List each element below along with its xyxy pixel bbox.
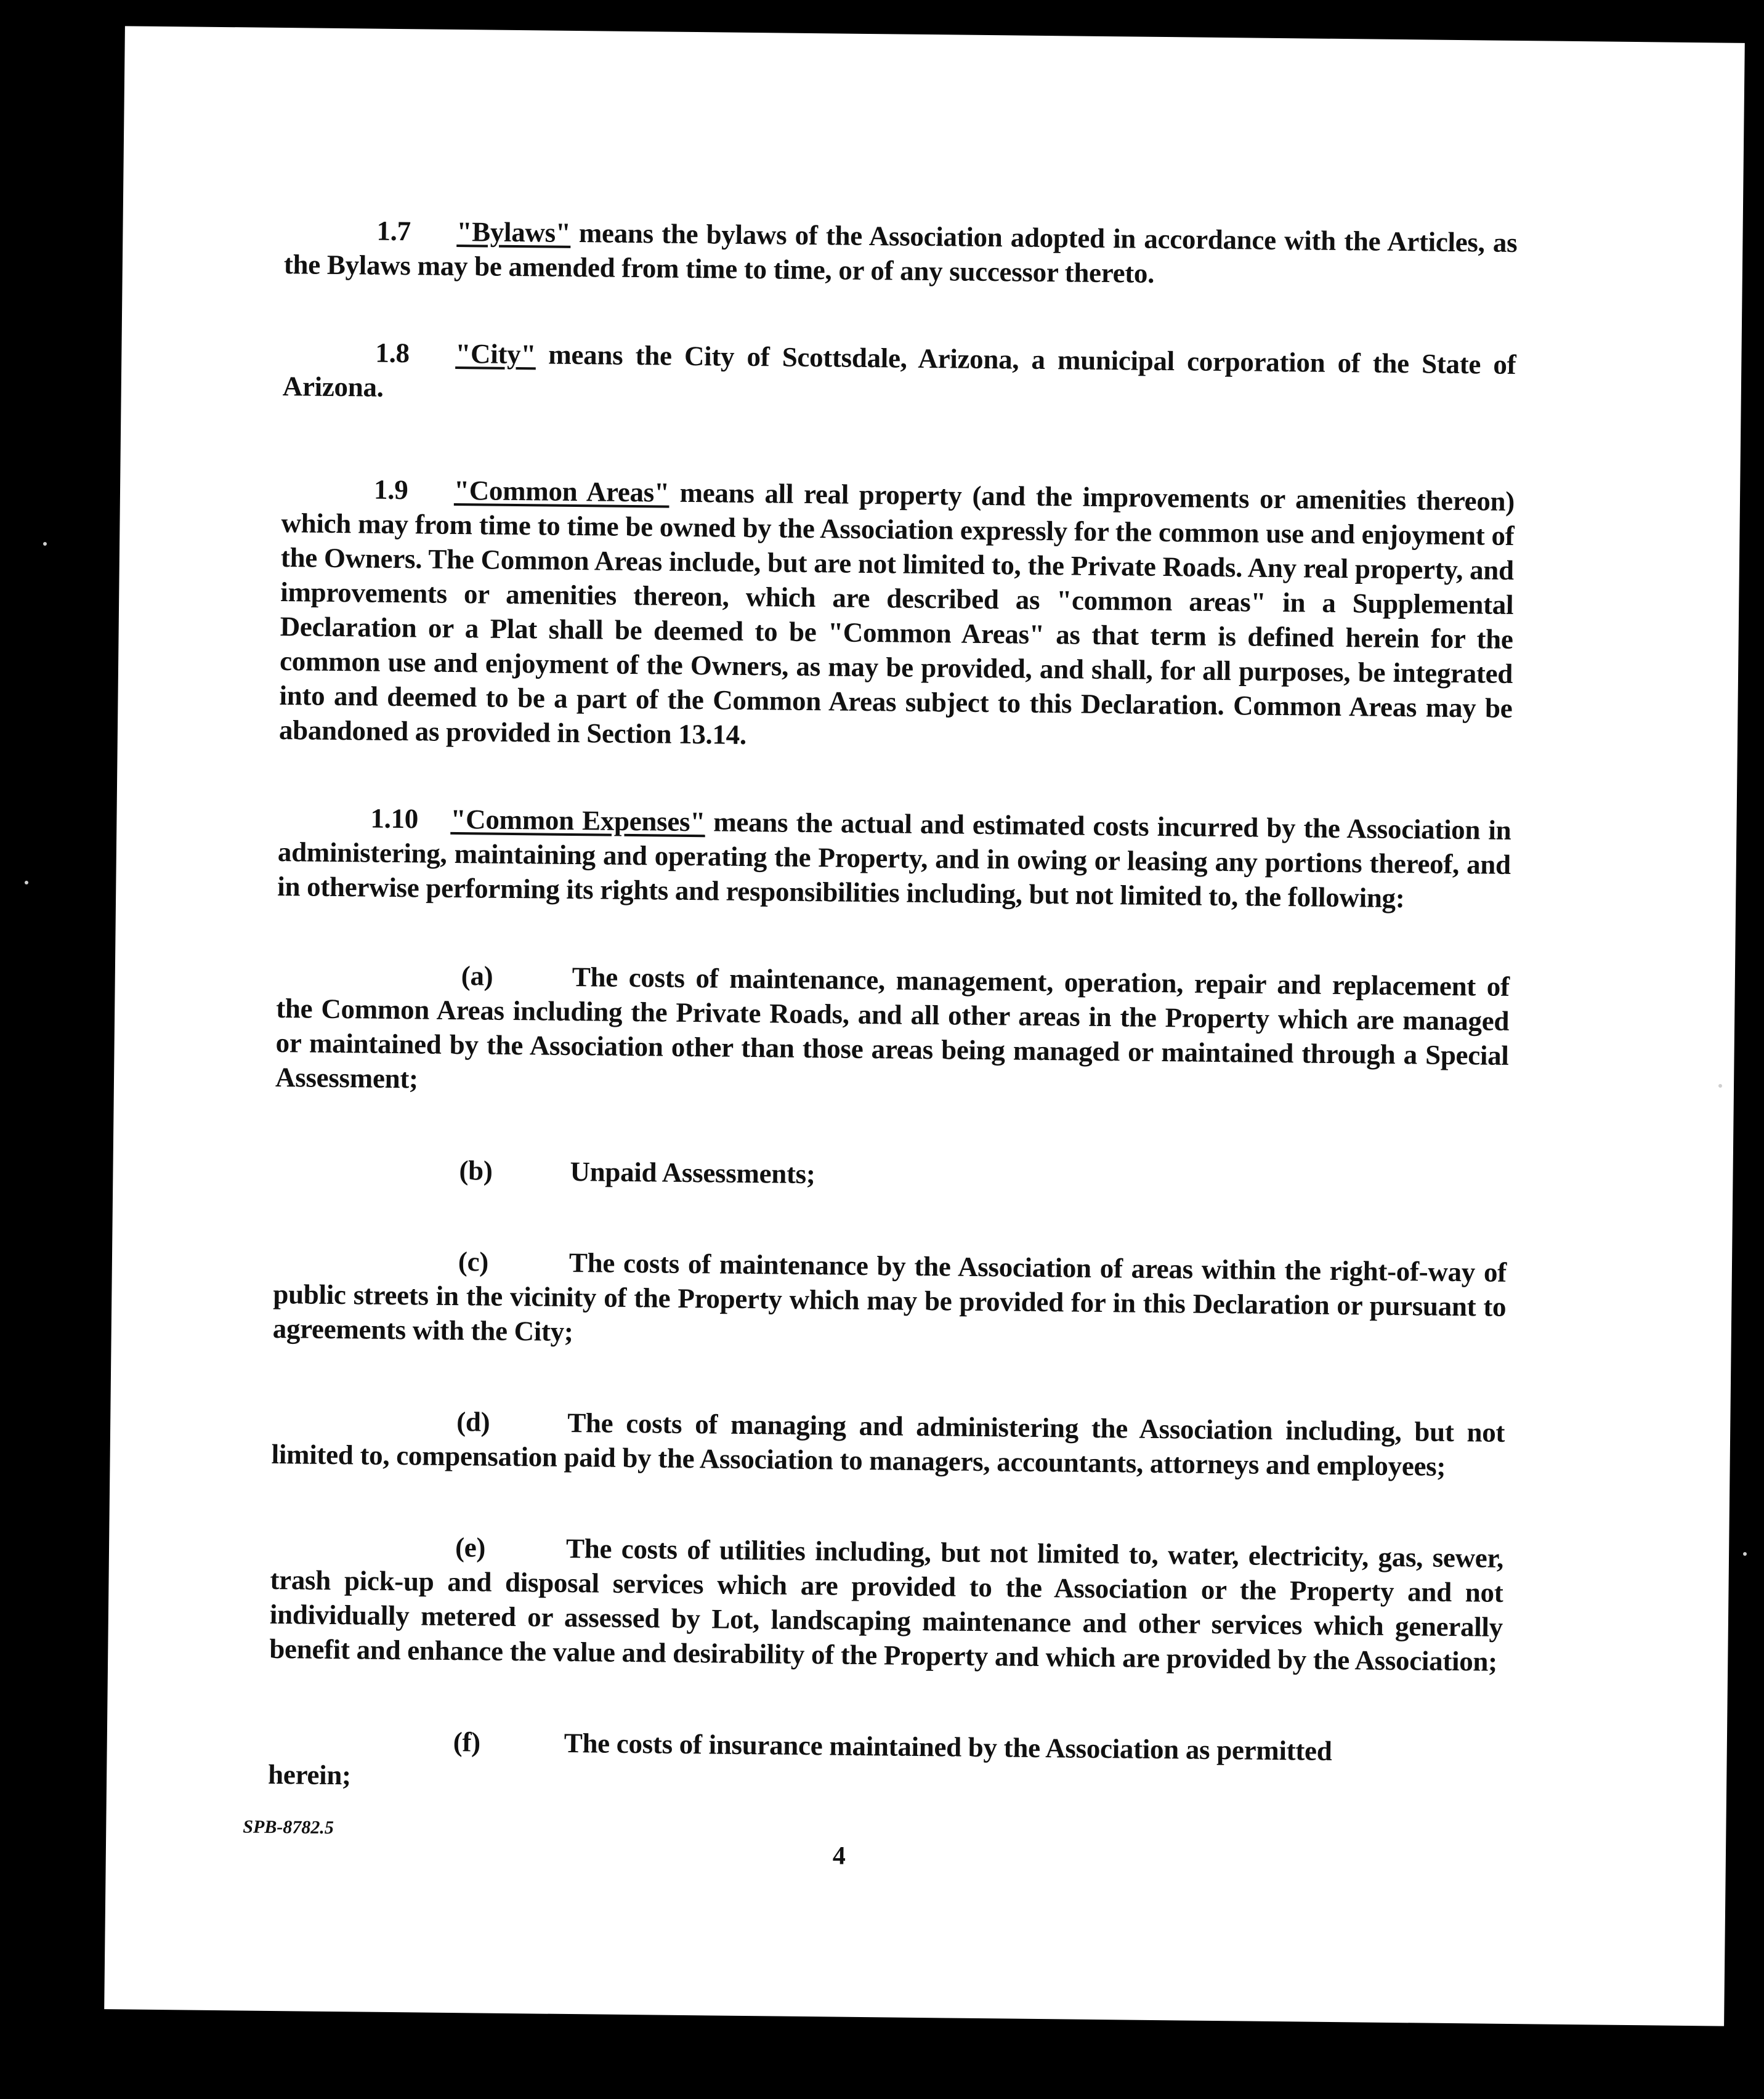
item-b [274, 1151, 1507, 1199]
item-text: Unpaid Assessments; [570, 1155, 815, 1190]
document-body [268, 212, 1518, 1805]
defined-term: "Common Expenses" [450, 803, 706, 838]
item-continuation: herein; [267, 1758, 352, 1791]
footer-document-code: SPB-8782.5 [243, 1816, 334, 1838]
scan-speck [1718, 1084, 1722, 1088]
section-number: 1.7 [376, 215, 411, 247]
item-text: The costs of maintenance, management, operation, repair and replacement of the Common Areas including the Private Roads, and all other areas in the Property which are managed or maintained by the Association other than those areas being managed or maintained through a Special Assessment; [275, 961, 1510, 1094]
item-f [268, 1723, 1502, 1805]
scan-speck [1743, 1552, 1747, 1556]
item-label: (d) [456, 1406, 490, 1438]
defined-term: "Bylaws" [456, 216, 571, 248]
item-text: The costs of managing and administering the Association including, but not limited to, compensation paid by the Association to managers, accountants, attorneys and employees; [271, 1407, 1505, 1482]
section-number: 1.9 [373, 474, 408, 506]
section-text: means the actual and estimated costs incurred by the Association in administering, maintaining and operating the Property, and in owing or leasing any portions thereof, and in otherwise performing its rights and responsibilities including, but not limited to, the following: [277, 806, 1511, 914]
item-text: The costs of insurance maintained by the Association as permitted [564, 1727, 1332, 1766]
item-label: (e) [455, 1532, 486, 1563]
item-label: (a) [461, 960, 493, 992]
item-c [273, 1242, 1507, 1359]
item-d [271, 1402, 1505, 1484]
item-text: The costs of maintenance by the Association of areas within the right-of-way of public streets in the vicinity of the Property which may be provided for in this Declaration or pursuant to agreements with the City; [272, 1247, 1507, 1348]
scan-speck [25, 881, 28, 884]
section-number: 1.10 [370, 803, 419, 835]
item-e [269, 1528, 1503, 1679]
section-1-8 [283, 334, 1516, 416]
section-text: means the City of Scottsdale, Arizona, a municipal corporation of the State of Arizona. [282, 339, 1516, 403]
defined-term: "Common Areas" [453, 474, 670, 508]
item-label: (f) [453, 1726, 481, 1758]
page-number: 4 [832, 1842, 846, 1870]
section-text: means all real property (and the improvements or amenities thereon) which may from time to time be owned by the Association expressly for the common use and enjoyment of the Owners. The Common Areas include, but are not limited to, the Private Roads. Any real property, and improvements or amenities thereon, which are described as "common areas" in a Supplemental Declaration or a Plat shall be deemed to be "Common Areas" as that term is defined herein for the common use and enjoyment of the Owners, as may be provided, and shall, for all purposes, be integrated into and deemed to be a part of the Common Areas subject to this Declaration. Common Areas may be abandoned as provided in Section 13.14. [278, 477, 1515, 750]
item-a [275, 956, 1510, 1107]
item-label: (b) [459, 1155, 493, 1186]
section-number: 1.8 [375, 337, 410, 369]
section-text: means the bylaws of the Association adopted in accordance with the Articles, as the Bylaws may be amended from time to time, or of any successor thereto. [283, 217, 1518, 289]
item-text: The costs of utilities including, but not limited to, water, electricity, gas, sewer, trash pick-up and disposal services which are provided to the Association or the Property and not individually metered or assessed by Lot, landscaping maintenance and other services which generally benefit and enhance the value and desirability of the Property and which are provided by the Association; [269, 1532, 1504, 1677]
scan-speck [43, 542, 47, 546]
section-1-9 [279, 471, 1515, 760]
section-1-10 [277, 800, 1511, 916]
defined-term: "City" [455, 338, 536, 370]
section-1-7 [284, 212, 1518, 294]
item-label: (c) [458, 1246, 489, 1277]
document-page [104, 26, 1745, 2026]
